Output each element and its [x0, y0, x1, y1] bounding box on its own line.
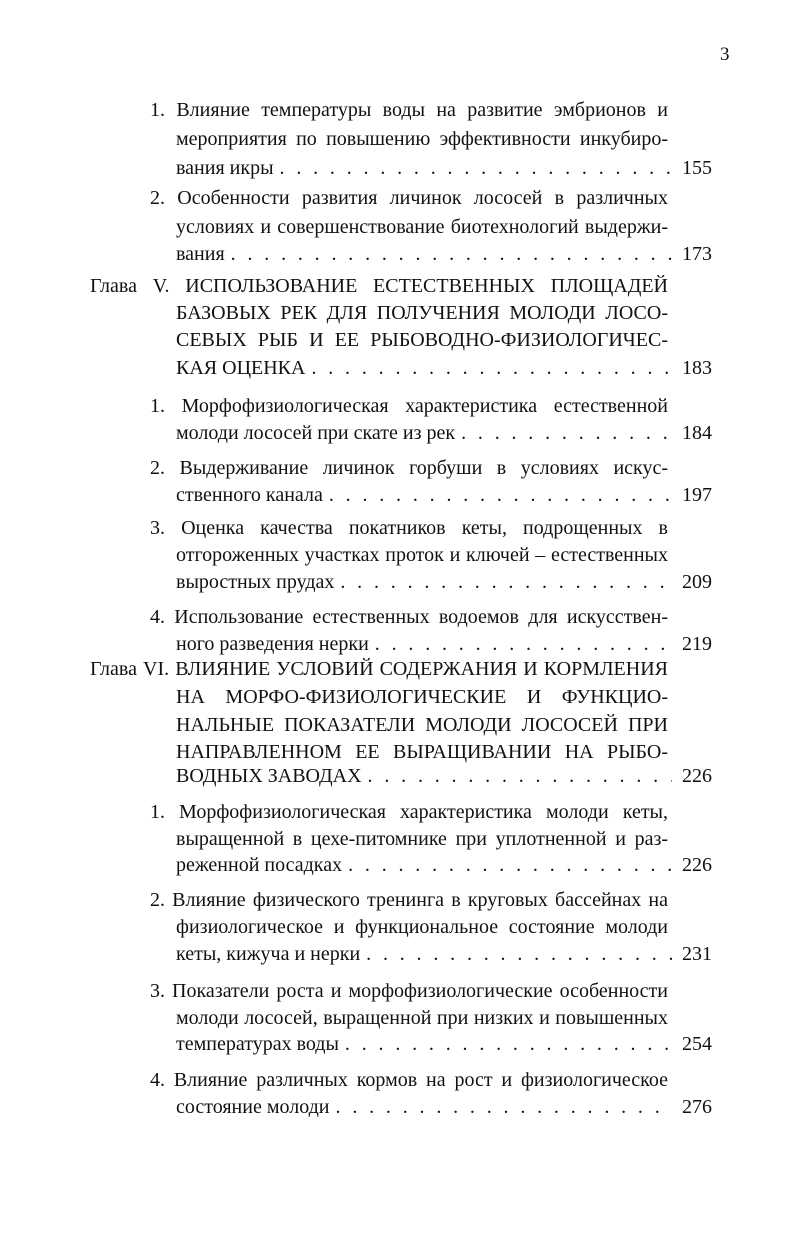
dot-leader — [231, 240, 672, 269]
toc-entry-text: вания икры — [176, 157, 274, 179]
toc-entry-line: 2. Особенности развития личинок лососей в различных — [150, 187, 668, 209]
dot-leader — [340, 568, 672, 597]
chapter-heading-line: СЕВЫХ РЫБ И ЕЕ РЫБОВОДНО-ФИЗИОЛОГИЧЕС- — [176, 329, 668, 351]
toc-entry-last-line — [176, 1093, 712, 1122]
toc-entry-last-line — [176, 940, 712, 969]
toc-entry-text: вания — [176, 243, 225, 265]
toc-entry-line: молоди лососей, выращенной при низких и повышенных — [176, 1007, 668, 1029]
toc-entry-line: мероприятия по повышению эффективности инкубиро- — [176, 128, 668, 150]
toc-page-ref: 173 — [682, 243, 712, 265]
dot-leader — [345, 1030, 672, 1059]
toc-entry-last-line — [176, 154, 712, 183]
toc-page-ref: 276 — [682, 1096, 712, 1118]
toc-entry-text: молоди лососей при скате из рек — [176, 422, 456, 444]
toc-page-ref: 197 — [682, 484, 712, 506]
toc-entry-line: 2. Выдерживание личинок горбуши в условиях искус- — [150, 457, 668, 479]
toc-entry-line: выращенной в цехе-питомнике при уплотненной и раз- — [176, 828, 668, 850]
toc-entry-text: ственного канала — [176, 484, 323, 506]
toc-entry-line: 1. Морфофизиологическая характеристика естественной — [150, 395, 668, 417]
toc-page-ref: 226 — [682, 765, 712, 787]
chapter-heading-text: ВОДНЫХ ЗАВОДАХ — [176, 765, 362, 787]
chapter-heading-line: Глава V. ИСПОЛЬЗОВАНИЕ ЕСТЕСТВЕННЫХ ПЛОЩАДЕЙ — [90, 275, 668, 297]
toc-page-ref: 219 — [682, 633, 712, 655]
toc-entry-last-line — [176, 851, 712, 880]
chapter-heading-line: НАЛЬНЫЕ ПОКАЗАТЕЛИ МОЛОДИ ЛОСОСЕЙ ПРИ — [176, 714, 668, 736]
toc-entry-line: 3. Показатели роста и морфофизиологические особенности — [150, 980, 668, 1002]
toc-page-ref: 226 — [682, 854, 712, 876]
toc-entry-text: выростных прудах — [176, 571, 335, 593]
toc-entry-last-line — [176, 240, 712, 269]
toc-entry-text: состояние молоди — [176, 1096, 330, 1118]
toc-page-ref: 254 — [682, 1033, 712, 1055]
dot-leader — [329, 481, 672, 510]
toc-page-ref: 184 — [682, 422, 712, 444]
toc-entry-line: физиологическое и функциональное состояние молоди — [176, 916, 668, 938]
toc-entry-text: реженной посадках — [176, 854, 343, 876]
toc-entry-last-line — [176, 481, 712, 510]
toc-entry-line: 1. Морфофизиологическая характеристика молоди кеты, — [150, 801, 668, 823]
toc-entry-line: 1. Влияние температуры воды на развитие эмбрионов и — [150, 99, 668, 121]
dot-leader — [336, 1093, 672, 1122]
toc-page-ref: 209 — [682, 571, 712, 593]
dot-leader — [311, 354, 672, 383]
toc-entry-line: отгороженных участках проток и ключей – естественных — [176, 544, 668, 566]
toc-entry-text: ного разведения нерки — [176, 633, 369, 655]
toc-entry-line: 2. Влияние физического тренинга в круговых бассейнах на — [150, 889, 668, 911]
toc-entry-line: 4. Влияние различных кормов на рост и физиологическое — [150, 1069, 668, 1091]
toc-page-ref: 155 — [682, 157, 712, 179]
dot-leader — [348, 851, 672, 880]
chapter-heading-last-line — [176, 762, 712, 791]
toc-entry-line: условиях и совершенствование биотехнологий выдержи- — [176, 216, 668, 238]
toc-entry-text: кеты, кижуча и нерки — [176, 943, 361, 965]
toc-entry-line: 3. Оценка качества покатников кеты, подрощенных в — [150, 517, 668, 539]
chapter-heading-line: НА МОРФО-ФИЗИОЛОГИЧЕСКИЕ И ФУНКЦИО- — [176, 686, 668, 708]
toc-entry-last-line — [176, 419, 712, 448]
chapter-heading-last-line — [176, 354, 712, 383]
chapter-heading-line: БАЗОВЫХ РЕК ДЛЯ ПОЛУЧЕНИЯ МОЛОДИ ЛОСО- — [176, 302, 668, 324]
toc-entry-last-line — [176, 568, 712, 597]
dot-leader — [366, 940, 672, 969]
dot-leader — [368, 762, 672, 791]
toc-entry-text: температурах воды — [176, 1033, 339, 1055]
dot-leader — [461, 419, 672, 448]
toc-entry-line: 4. Использование естественных водоемов для искусствен- — [150, 606, 668, 628]
toc-page-ref: 231 — [682, 943, 712, 965]
page-number: 3 — [720, 44, 730, 65]
chapter-heading-text: КАЯ ОЦЕНКА — [176, 357, 306, 379]
toc-page-ref: 183 — [682, 357, 712, 379]
chapter-heading-line: Глава VI. ВЛИЯНИЕ УСЛОВИЙ СОДЕРЖАНИЯ И КОРМЛЕНИЯ — [90, 658, 668, 680]
chapter-heading-line: НАПРАВЛЕННОМ ЕЕ ВЫРАЩИВАНИИ НА РЫБО- — [176, 741, 668, 763]
dot-leader — [280, 154, 672, 183]
toc-entry-last-line — [176, 1030, 712, 1059]
